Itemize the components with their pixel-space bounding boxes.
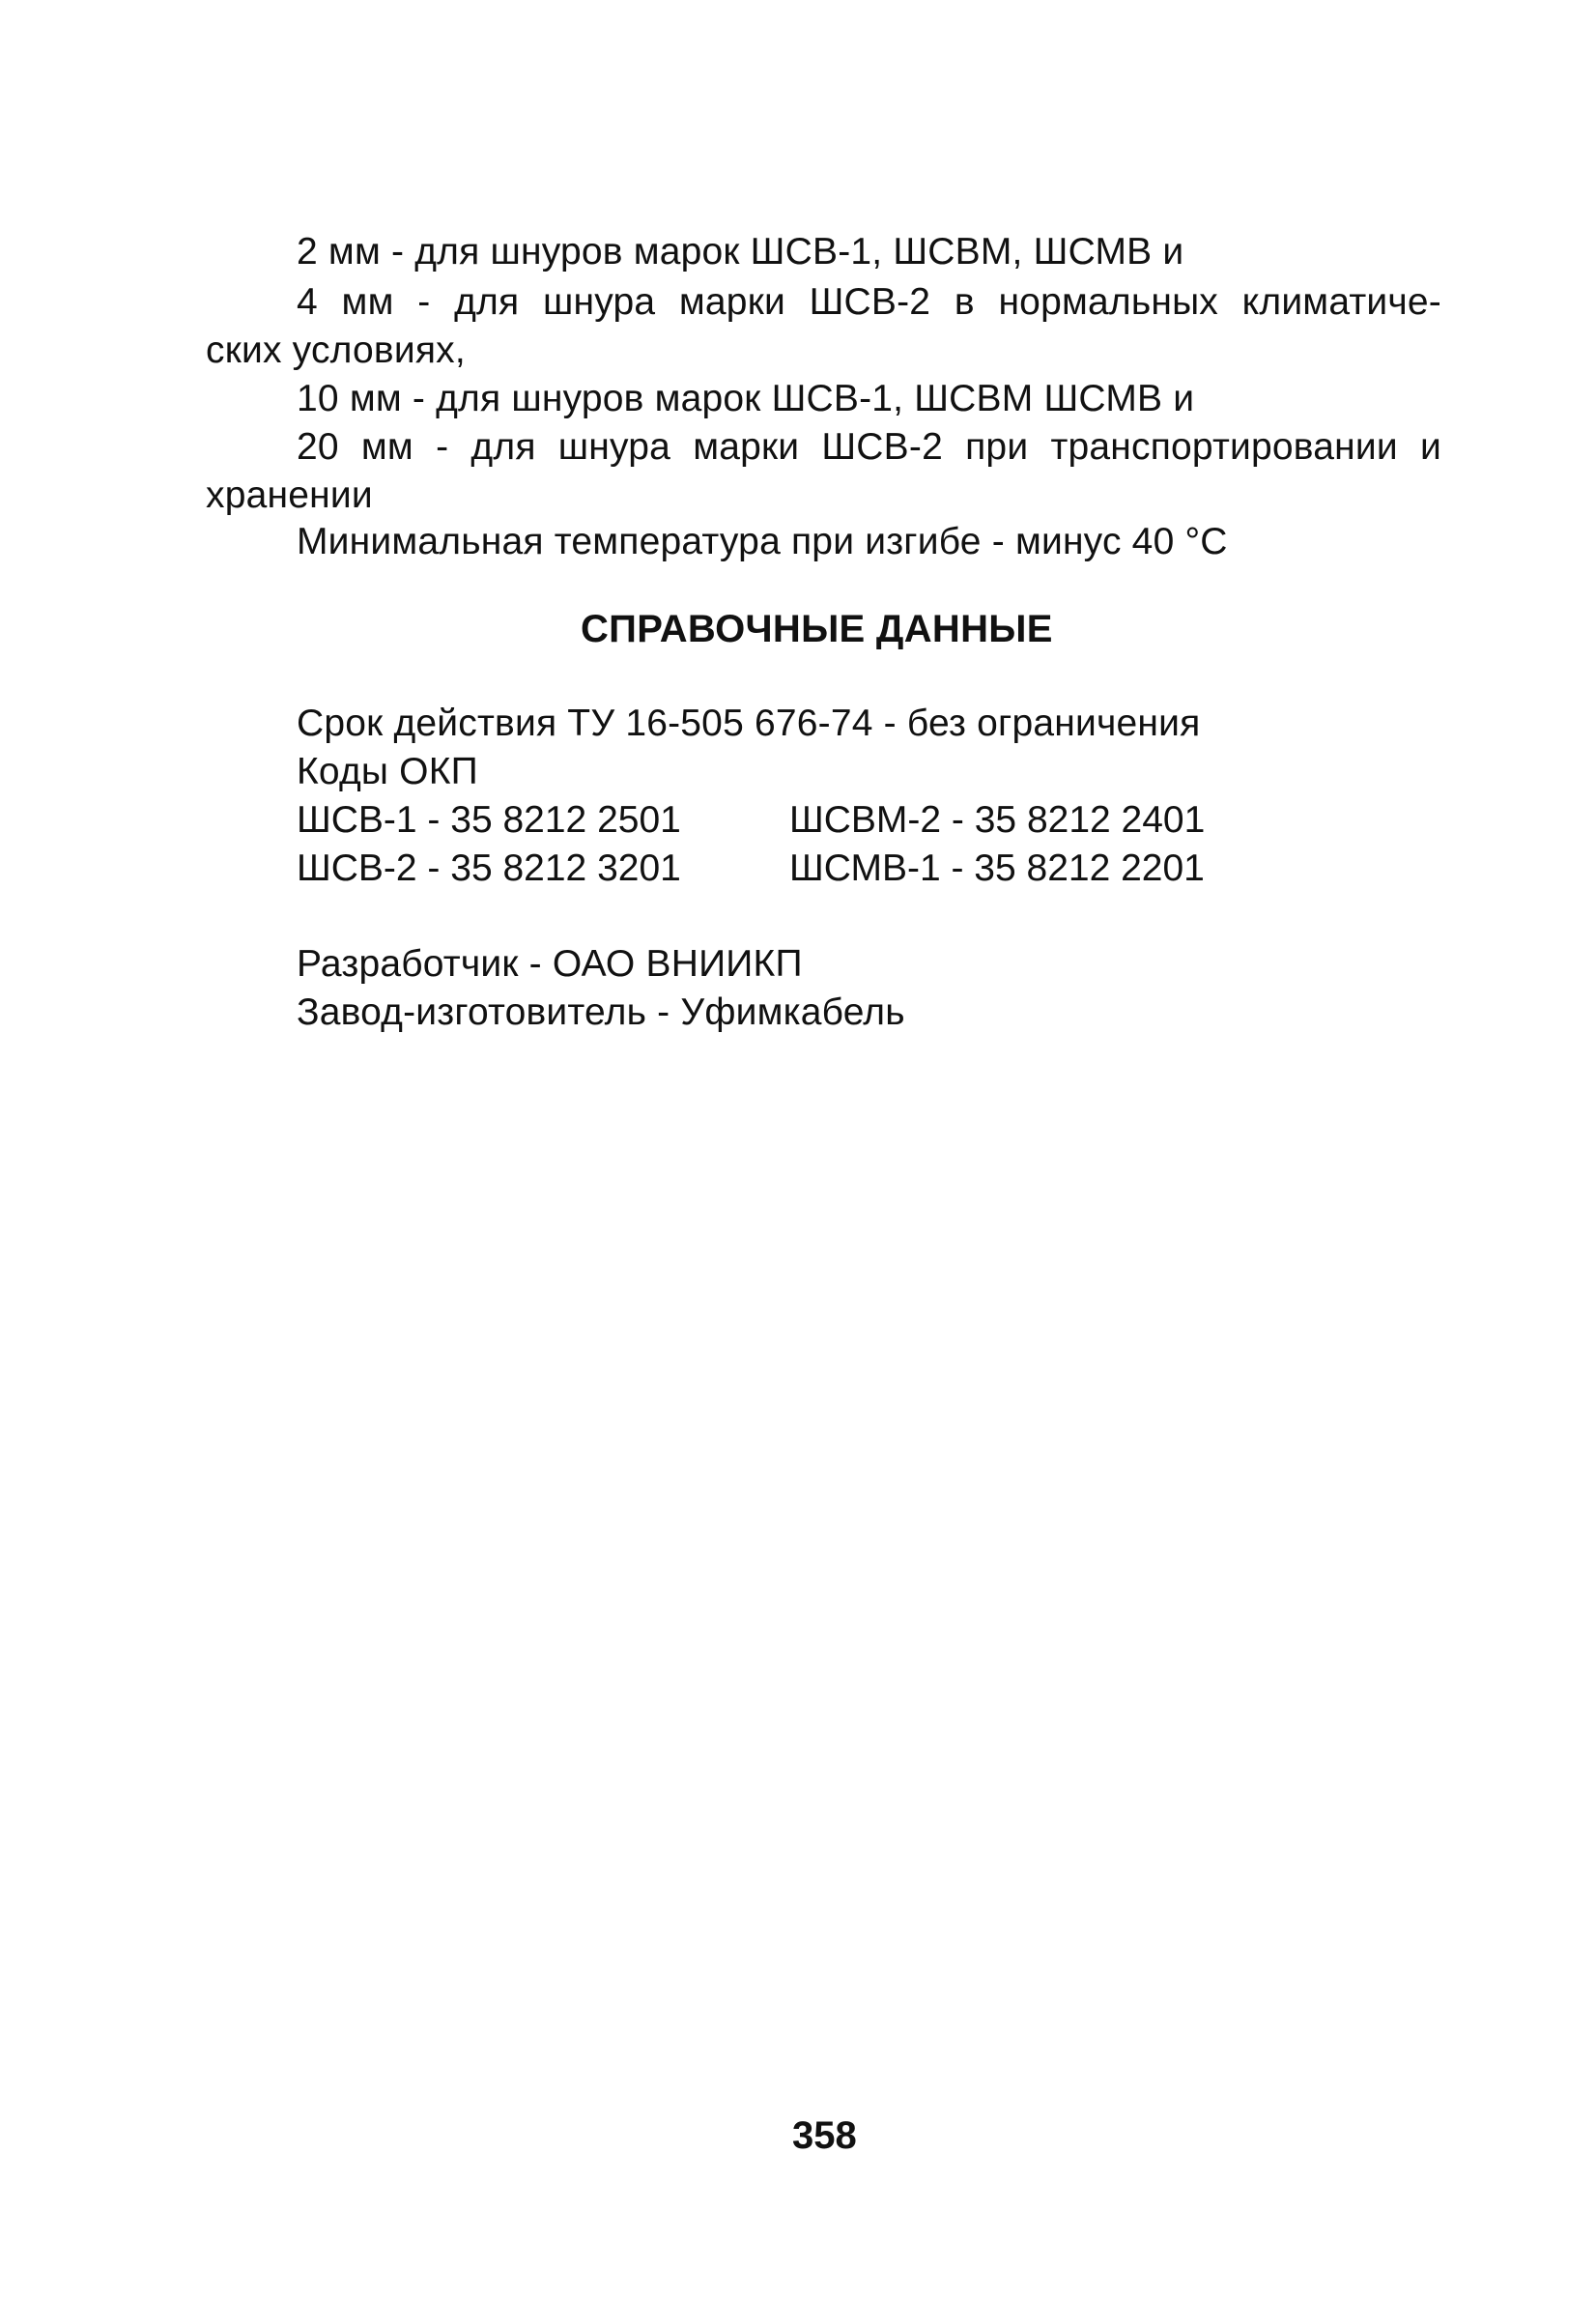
- body-line-4: 10 мм - для шнуров марок ШСВ-1, ШСВМ ШСМВ и: [297, 378, 1195, 419]
- body-line-1: 2 мм - для шнуров марок ШСВ-1, ШСВМ, ШСМВ и: [297, 231, 1184, 273]
- code-right: ШСВМ-2 - 35 8212 2401: [789, 799, 1206, 841]
- section-heading: СПРАВОЧНЫЕ ДАННЫЕ: [581, 608, 1053, 650]
- manufacturer-line: Завод-изготовитель - Уфимкабель: [297, 991, 905, 1033]
- page-number: 358: [792, 2114, 857, 2157]
- codes-row-2: [297, 847, 1263, 891]
- code-left: ШСВ-1 - 35 8212 2501: [297, 799, 681, 841]
- validity-line: Срок действия ТУ 16-505 676-74 - без ограничения: [297, 703, 1201, 744]
- body-line-2: 4 мм - для шнура марки ШСВ-2 в нормальных климатиче-: [297, 281, 1441, 323]
- body-line-5: 20 мм - для шнура марки ШСВ-2 при транспортировании и: [297, 426, 1441, 468]
- codes-row-1: [297, 798, 1263, 843]
- code-left: ШСВ-2 - 35 8212 3201: [297, 847, 681, 889]
- developer-line: Разработчик - ОАО ВНИИКП: [297, 943, 803, 985]
- body-line-6: хранении: [206, 474, 373, 516]
- body-line-3: ских условиях,: [206, 330, 466, 371]
- code-right: ШСМВ-1 - 35 8212 2201: [789, 847, 1205, 889]
- codes-title: Коды ОКП: [297, 751, 478, 792]
- body-line-7: Минимальная температура при изгибе - минус 40 °С: [297, 521, 1228, 562]
